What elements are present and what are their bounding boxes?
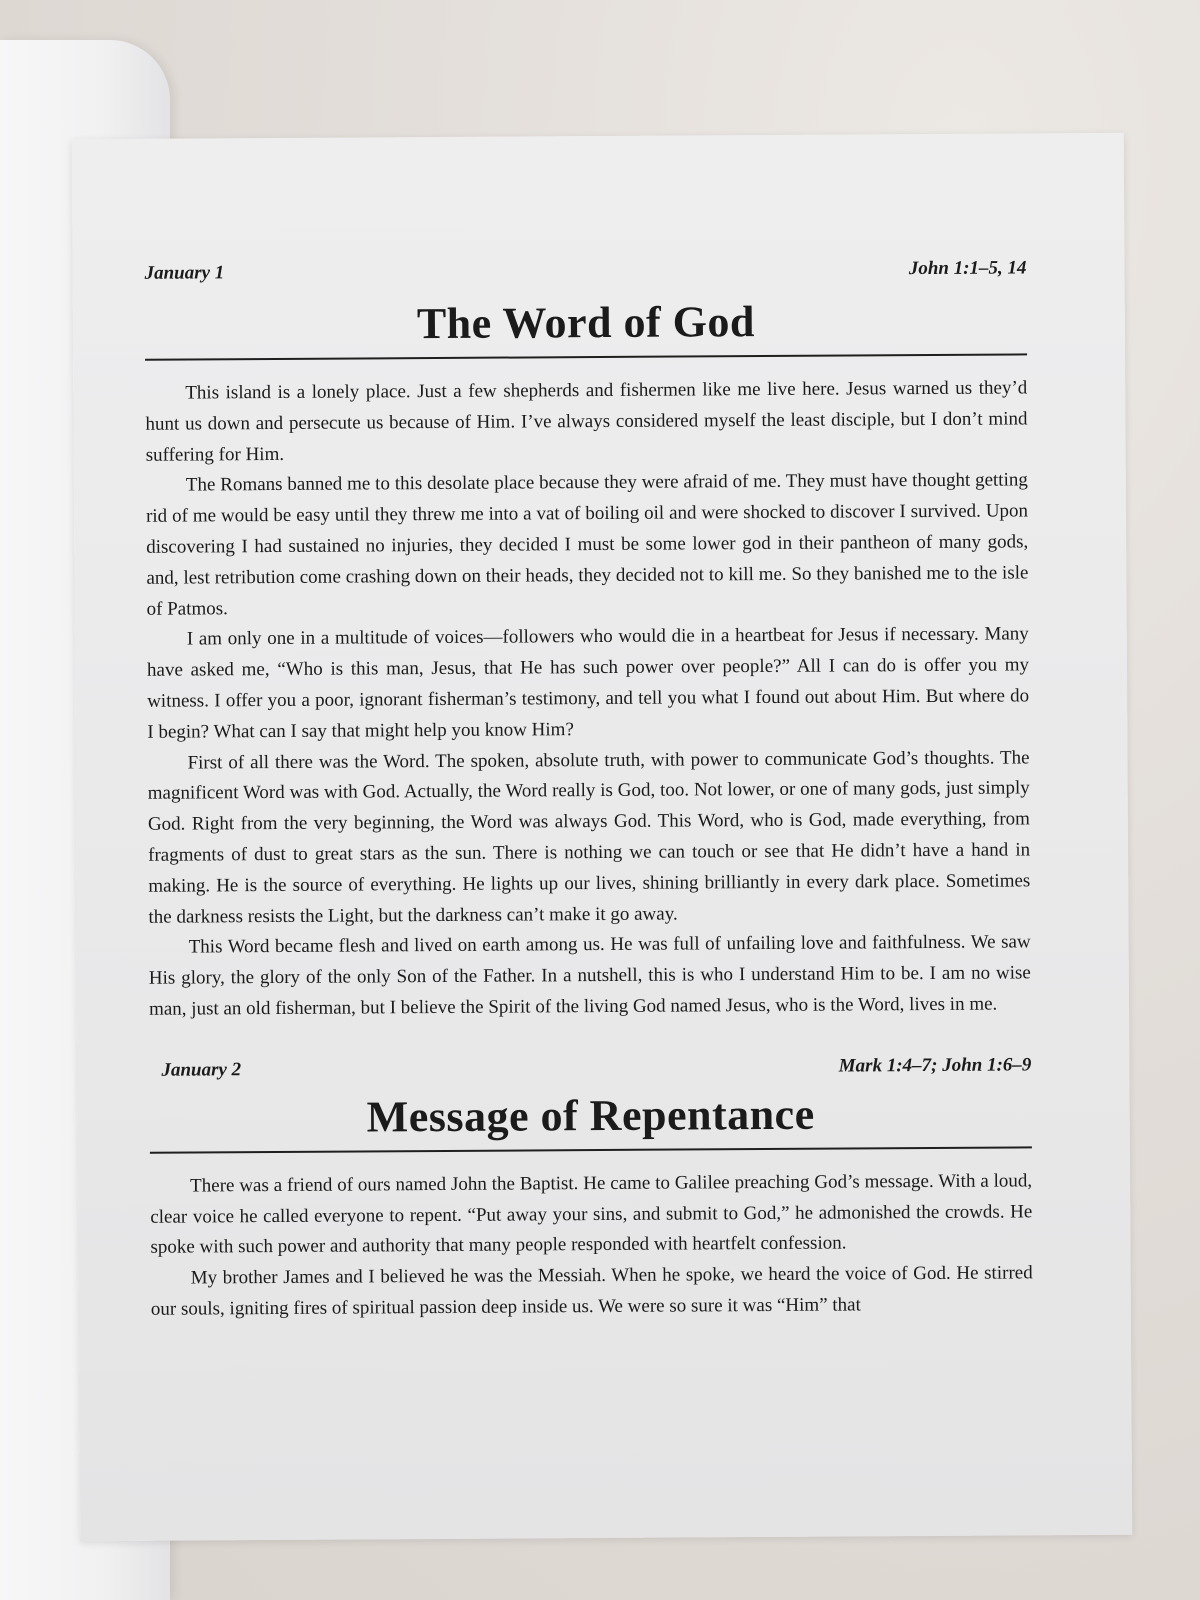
entry-header (144, 257, 1026, 284)
entry-header (149, 1054, 1031, 1081)
paragraph: First of all there was the Word. The spoken, absolute truth, with power to communicate God’s thoughts. The magnificent Word was with God. Actually, the Word really is God, too. Not lower, or one of many gods, just simply God. Right from the very beginning, the Word was always God. This Word, who is God, made everything, from fragments of dust to great stars as the sun. There is nothing we can touch or see that He didn’t have a hand in making. He is the source of everything. He lights up our lives, shining brilliantly in every dark place. Sometimes the darkness resists the Light, but the darkness can’t make it go away. (147, 746, 1031, 928)
paragraph: There was a friend of ours named John the Baptist. He came to Galilee preaching God’s message. With a loud, clear voice he called everyone to repent. “Put away your sins, and submit to God,” he admonished the crowds. He spoke with such power and authority that many people responded with heartfelt confession. (150, 1170, 1033, 1259)
entry-body (145, 373, 1031, 1025)
scripture-reference: John 1:1–5, 14 (908, 257, 1027, 280)
entry-date: January 1 (144, 262, 225, 284)
paragraph: This Word became flesh and lived on earth among us. He was full of unfailing love and faithfulness. We saw His glory, the glory of the only Son of the Father. In a nutshell, this is who I understand Him to be. I am no wise man, just an old fisherman, but I believe the Spirit of the living God named Jesus, who is the Word, lives in me. (148, 931, 1031, 1020)
paragraph: My brother James and I believed he was the Messiah. When he spoke, we heard the voice of God. He stirred our souls, igniting fires of spiritual passion deep inside us. We were so sure it was “Him” that (150, 1262, 1033, 1320)
entry-date: January 2 (161, 1058, 242, 1081)
title-rule (150, 1146, 1032, 1153)
paragraph: I am only one in a multitude of voices—followers who would die in a heartbeat for Jesus if necessary. Many have asked me, “Who is this man, Jesus, that He has such power over people?” All I can do is offer you my witness. I offer you a poor, ignorant fisherman’s testimony, and tell you what I found out about Him. But where do I begin? What can I say that might help you know Him? (146, 623, 1030, 743)
entry-body (150, 1166, 1033, 1325)
entry-title: Message of Repentance (366, 1089, 815, 1142)
book-page (72, 133, 1133, 1541)
entry-january-1 (144, 257, 1031, 1025)
title-rule (145, 353, 1027, 360)
entry-title: The Word of God (416, 297, 755, 349)
page-content (144, 257, 1032, 1325)
scripture-reference: Mark 1:4–7; John 1:6–9 (838, 1054, 1032, 1077)
paragraph: This island is a lonely place. Just a few shepherds and fishermen like me live here. Jesus warned us they’d hunt us down and persecute us because of Him. I’ve always considered myself the least disciple, but I don’t mind suffering for Him. (145, 377, 1028, 466)
entry-january-2 (149, 1054, 1033, 1325)
paragraph: The Romans banned me to this desolate place because they were afraid of me. They must have thought getting rid of me would be easy until they threw me into a vat of boiling oil and were shocked to discover I survived. Upon discovering I had sustained no injuries, they decided I must be some lower god in their pantheon of many gods, and, lest retribution come crashing down on their heads, they decided not to kill me. So they banished me to the isle of Patmos. (145, 469, 1029, 620)
